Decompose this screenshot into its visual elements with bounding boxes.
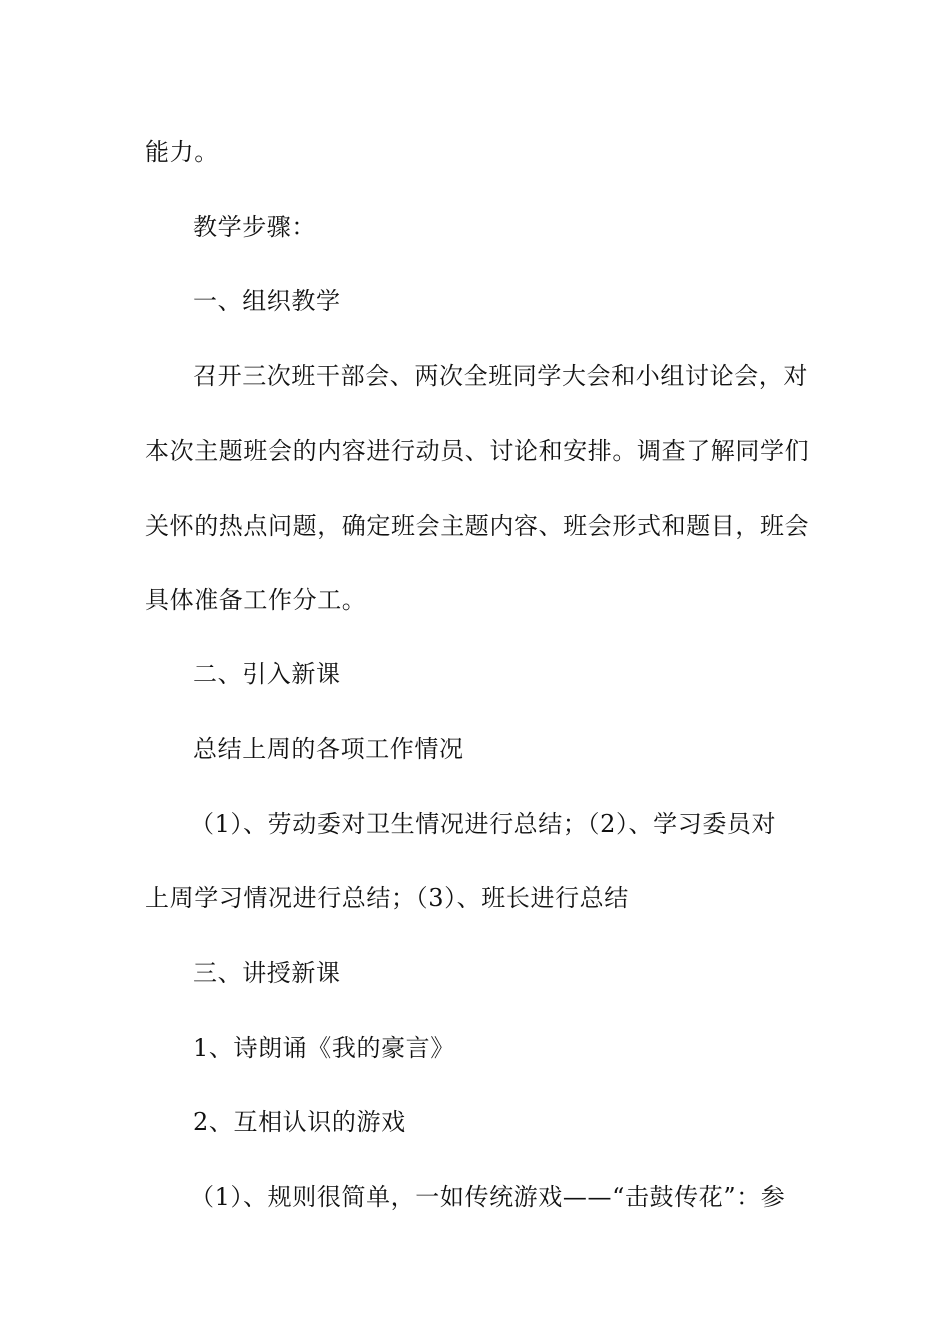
paragraph-summary-line-2: 上周学习情况进行总结；（3）、班长进行总结 [145, 884, 629, 912]
paragraph-line-4: 具体准备工作分工。 [145, 586, 367, 614]
list-item-acquaintance-game: 2、互相认识的游戏 [193, 1108, 406, 1136]
paragraph-summary-line-1: （1）、劳动委对卫生情况进行总结；（2）、学习委员对 [190, 810, 777, 838]
paragraph-game-rules-line-1: （1）、规则很简单，一如传统游戏——“击鼓传花”：参 [190, 1183, 786, 1211]
heading-teach-new-lesson: 三、讲授新课 [193, 959, 341, 987]
paragraph-line-3: 关怀的热点问题，确定班会主题内容、班会形式和题目，班会 [145, 512, 810, 540]
text-line-teaching-steps: 教学步骤： [193, 213, 316, 241]
paragraph-line-2: 本次主题班会的内容进行动员、讨论和安排。调查了解同学们 [145, 437, 810, 465]
heading-introduce-new-lesson: 二、引入新课 [193, 660, 341, 688]
heading-organize-teaching: 一、组织教学 [193, 287, 341, 315]
paragraph-line-1: 召开三次班干部会、两次全班同学大会和小组讨论会，对 [193, 362, 808, 390]
text-line-summary: 总结上周的各项工作情况 [193, 735, 464, 763]
text-line-continuation: 能力。 [145, 138, 219, 166]
list-item-poem-recitation: 1、诗朗诵《我的豪言》 [193, 1034, 455, 1062]
